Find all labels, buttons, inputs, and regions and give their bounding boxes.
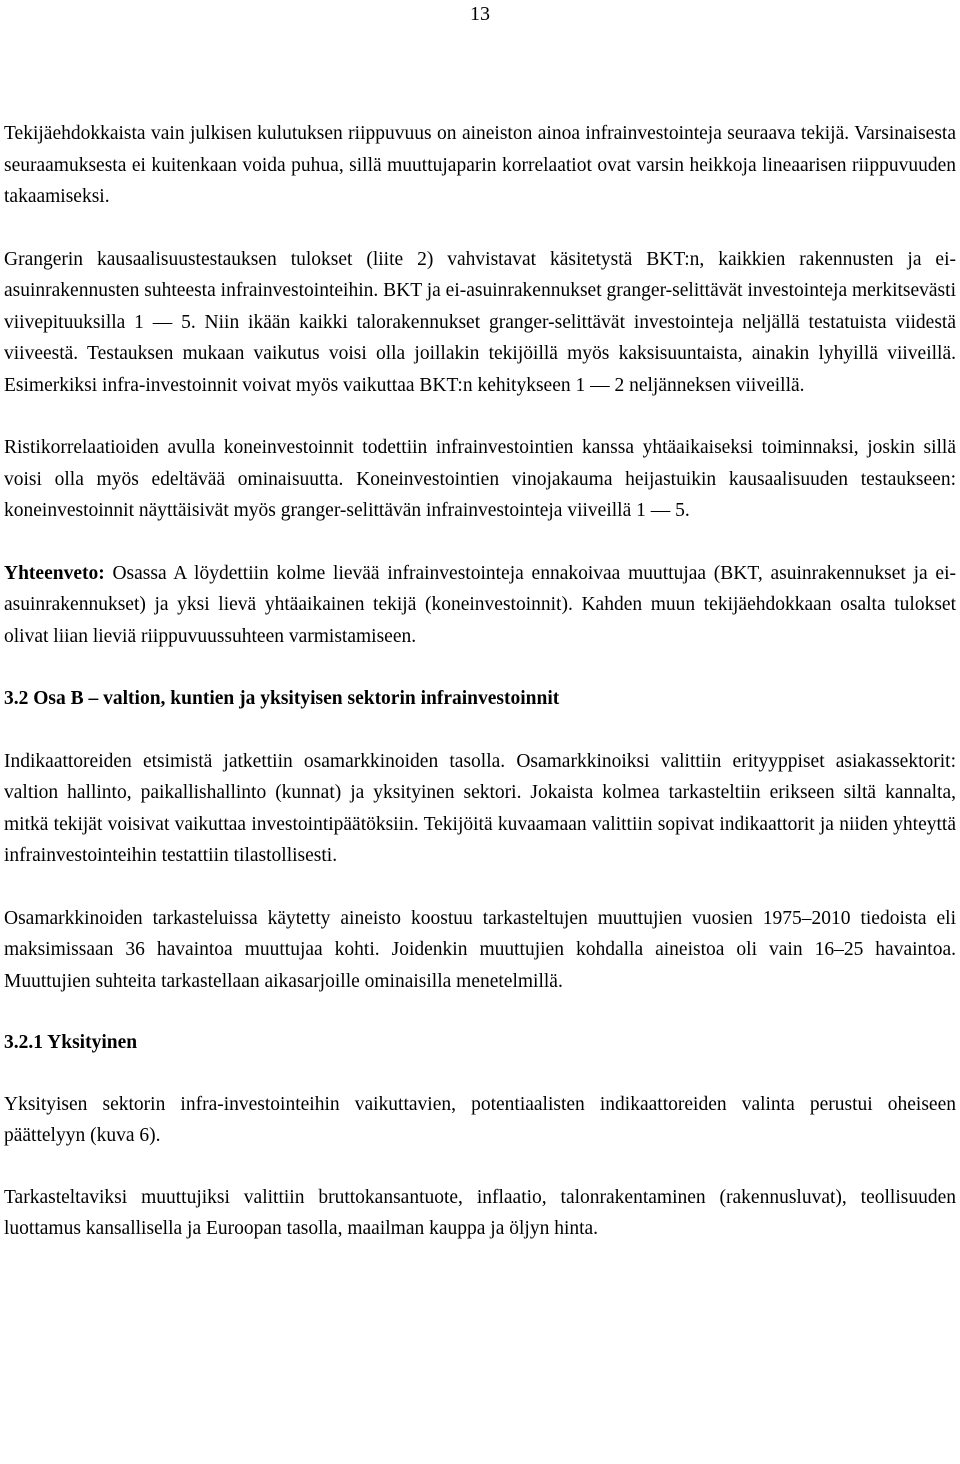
paragraph-private-sector: Yksityisen sektorin infra-investointeihin vaikuttavien, potentiaalisten indikaattoreiden valinta perustui oheiseen päättelyyn (kuva 6). bbox=[4, 1093, 956, 1146]
summary-text: Osassa A löydettiin kolme lievää infrainvestointeja ennakoivaa muuttujaa (BKT, asuinrakennukset ja ei-asuinrakennukset) ja yksi lievä yhtäaikainen tekijä (koneinvestoinnit). Kahden muun tekijäehdokkaan osalta tulokset olivat liian lieviä riippuvuussuhteen varmistamiseen. bbox=[4, 562, 956, 647]
page-content bbox=[4, 118, 956, 1245]
paragraph-public-consumption: Tekijäehdokkaista vain julkisen kulutuksen riippuvuus on aineiston ainoa infrainvestointeja seuraava tekijä. Varsinaisesta seuraamuksesta ei kuitenkaan voida puhua, sillä muuttujaparin korrelaatiot ovat varsin heikkoja lineaarisen riippuvuuden takaamiseksi. bbox=[4, 123, 956, 207]
summary-label: Yhteenveto: bbox=[4, 562, 105, 584]
page-number: 13 bbox=[470, 3, 490, 25]
section-heading-3-2-1: 3.2.1 Yksityinen bbox=[4, 1032, 138, 1053]
paragraph-granger-results: Grangerin kausaalisuustestauksen tulokset (liite 2) vahvistavat käsitetystä BKT:n, kaikkien rakennusten ja ei-asuinrakennusten suhteesta infrainvestointeihin. BKT ja ei-asuinrakennukset granger-selittävät investointeja merkitsevästi viivepituuksilla 1 — 5. Niin ikään kaikki talorakennukset granger-selittävät investointeja neljällä testatuista viidestä viiveestä. Testauksen mukaan vaikutus voisi olla joillakin tekijöillä myös kaksisuuntaista, ainakin lyhyillä viiveillä. Esimerkiksi infra-investoinnit voivat myös vaikuttaa BKT:n kehitykseen 1 — 2 neljänneksen viiveillä. bbox=[4, 248, 956, 396]
section-heading-3-2: 3.2 Osa B – valtion, kuntien ja yksityisen sektorin infrainvestoinnit bbox=[4, 688, 560, 709]
paragraph-cross-correlation: Ristikorrelaatioiden avulla koneinvestoinnit todettiin infrainvestointien kanssa yhtäaikaiseksi toiminnaksi, joskin sillä voisi olla myös edeltävää ominaisuutta. Koneinvestointien vinojakauma heijastuikin kausaalisuuden testaukseen: koneinvestoinnit näyttäisivät myös granger-selittävän infrainvestointeja viiveillä 1 — 5. bbox=[4, 437, 956, 521]
paragraph-variables: Tarkasteltaviksi muuttujiksi valittiin bruttokansantuote, inflaatio, talonrakentaminen (rakennusluvat), teollisuuden luottamus kansallisella ja Euroopan tasolla, maailman kauppa ja öljyn hinta. bbox=[4, 1186, 956, 1239]
paragraph-data-description: Osamarkkinoiden tarkasteluissa käytetty aineisto koostuu tarkasteltujen muuttujien vuosien 1975–2010 tiedoista eli maksimissaan 36 havaintoa muuttujaa kohti. Joidenkin muuttujien kohdalla aineistoa oli vain 16–25 havaintoa. Muuttujien suhteita tarkastellaan aikasarjoille ominaisilla menetelmillä. bbox=[4, 907, 956, 992]
paragraph-summary bbox=[4, 558, 956, 653]
paragraph-submarkets: Indikaattoreiden etsimistä jatkettiin osamarkkinoiden tasolla. Osamarkkinoiksi valittiin erityyppiset asiakassektorit: valtion hallinto, paikallishallinto (kunnat) ja yksityinen sektori. Jokaista kolmea tarkasteltiin erikseen siltä kannalta, mitkä tekijät voisivat vaikuttaa investointipäätöksiin. Tekijöitä kuvaamaan valittiin sopivat indikaattorit ja niiden yhteyttä infrainvestointeihin testattiin tilastollisesti. bbox=[4, 750, 956, 866]
